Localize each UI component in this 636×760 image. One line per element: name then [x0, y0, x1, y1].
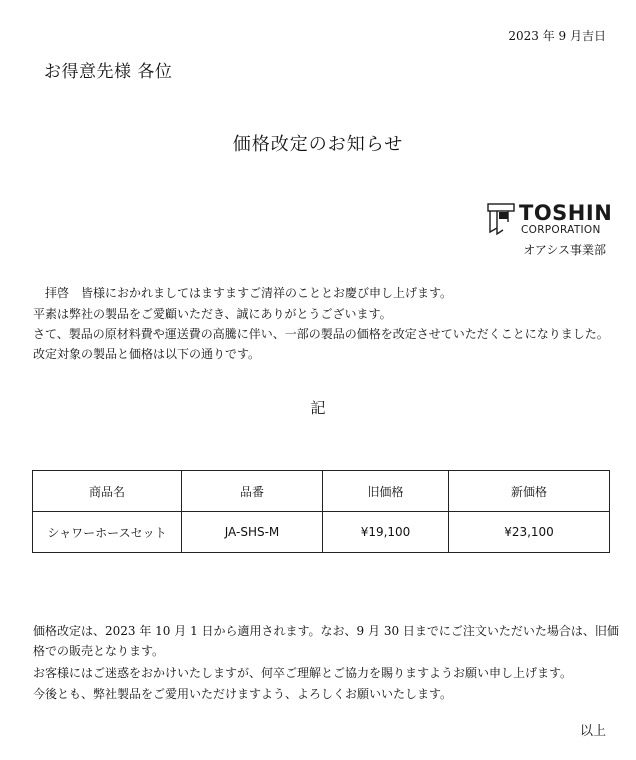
- price-table: [32, 470, 610, 553]
- document-date: 2023 年 9 月吉日: [508, 29, 606, 43]
- cell-new-price: ¥23,100: [449, 512, 610, 553]
- body-line-3: さて、製品の原材料費や運送費の高騰に伴い、一部の製品の価格を改定させていただくことになりました。: [33, 327, 609, 341]
- body-line-2: 平素は弊社の製品をご愛顧いただき、誠にありがとうございます。: [33, 307, 392, 321]
- footer-line-3: お客様にはご迷惑をおかけいたしますが、何卒ご理解とご協力を賜りますようお願い申し上げます。: [33, 666, 573, 680]
- header-product-name: 商品名: [33, 471, 182, 512]
- cell-product-name: シャワーホースセット: [33, 512, 182, 553]
- company-division: オアシス事業部: [523, 243, 606, 257]
- company-subname: CORPORATION: [521, 224, 601, 236]
- toshin-logo-icon: [487, 202, 515, 236]
- header-old-price: 旧価格: [323, 471, 449, 512]
- footer-line-2: 格での販売となります。: [33, 644, 165, 658]
- document-title: 価格改定のお知らせ: [232, 134, 404, 155]
- greeting-line: 拝啓 皆様におかれましてはますますご清祥のこととお慶び申し上げます。: [33, 286, 453, 300]
- table-row: [33, 512, 610, 553]
- table-header-row: [33, 471, 610, 512]
- closing-mark: 以上: [579, 724, 606, 739]
- header-product-code: 品番: [182, 471, 323, 512]
- header-new-price: 新価格: [449, 471, 610, 512]
- footer-line-1: 価格改定は、2023 年 10 月 1 日から適用されます。なお、9 月 30 日までにご注文いただいた場合は、旧価: [33, 624, 619, 638]
- cell-product-code: JA-SHS-M: [182, 512, 323, 553]
- footer-line-4: 今後とも、弊社製品をご愛用いただけますよう、よろしくお願いいたします。: [33, 687, 453, 701]
- recipient-line: お得意先様 各位: [44, 62, 173, 82]
- cell-old-price: ¥19,100: [323, 512, 449, 553]
- body-line-4: 改定対象の製品と価格は以下の通りです。: [33, 347, 261, 361]
- company-name: TOSHIN: [519, 201, 613, 225]
- ki-heading: 記: [310, 399, 326, 417]
